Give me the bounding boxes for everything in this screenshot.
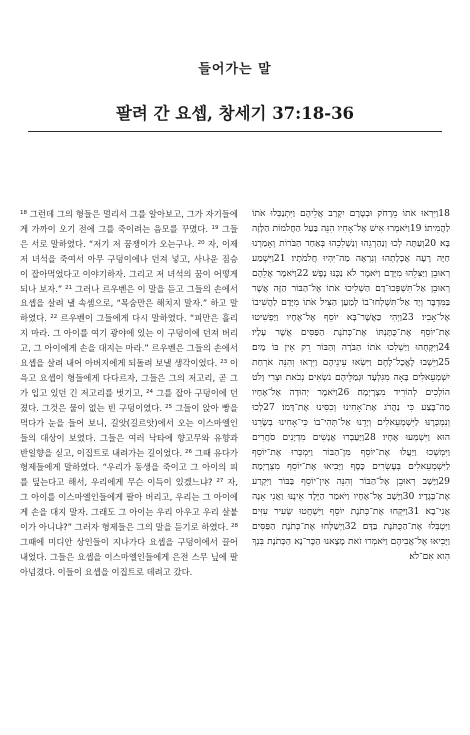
verse-number: 20 <box>424 237 437 249</box>
verse-text: וַיֹּאמֶר יְהוּדָה אֶל־אֶחָיו מַה־בֶּצַע כִּי נַהֲרֹג אֶת־אָחִינוּ וְכִסִּינוּ אֶת־דָּמוֹ׃ <box>252 386 450 413</box>
verse-text: 그를 잡아 구덩이에 던졌다. 그것은 물이 없는 빈 구덩이였다. <box>20 387 238 413</box>
verse-text: וַיִּקָּחֻהוּ וַיַּשְׁלִכוּ אֹתוֹ הַבֹּרָה וְהַבּוֹר רֵק אֵין בּוֹ מָיִם׃ <box>252 342 439 354</box>
verse-text: לְכוּ וְנִמְכְּרֶנּוּ לַיִּשְׁמְעֵאלִים וְיָדֵנוּ אַל־תְּהִי־בוֹ כִּי־אָחִינוּ בְשָׂרֵנוּ הוּא וַיִּשְׁמְעוּ אֶחָיו׃ <box>252 401 450 443</box>
verse-text: וַיִּרְאוּ אֹתוֹ מֵרָחֹק וּבְטֶרֶם יִקְרַב אֲלֵיהֶם וַיִּתְנַכְּלוּ אֹתוֹ לַהֲמִיתוֹ׃ <box>252 208 450 234</box>
verse-text: וַיַּעַבְרוּ אֲנָשִׁים מִדְיָנִים סֹחֲרִים וַיִּמְשְׁכוּ וַיַּעֲלוּ אֶת־יוֹסֵף מִן־הַבּוֹר וַיִּמְכְּרוּ אֶת־יוֹסֵף לַיִּשְׁמְעֵאלִים בְּעֶשְׂרִים כָּסֶף וַיָּבִיאוּ אֶת־יוֹסֵף מִצְרָיְמָה׃ <box>252 431 450 473</box>
verse-number: 19 <box>409 222 422 234</box>
verse-number: 24 <box>438 342 450 354</box>
korean-passage <box>20 207 238 580</box>
verse-text: וַיֹּאמֶר אֲלֵהֶם רְאוּבֵן אַל־תִּשְׁפְּכוּ־דָם הַשְׁלִיכוּ אֹתוֹ אֶל־הַבּוֹר הַזֶּה אֲשֶׁר בַּמִּדְבָּר וְיָד אַל־תִּשְׁלְחוּ־בוֹ לְמַעַן הַצִּיל אֹתוֹ מִיָּדָם לַהֲשִׁיבוֹ אֶל־אָבִיו׃ <box>252 267 450 324</box>
verse-text: 자, 이제 저 녀석을 죽여서 아무 구덩이에나 던져 넣고, 사나운 짐승이 잡아먹었다고 이야기하자. 그리고 저 녀석의 꿈이 어떻게 되나 보자.” <box>20 238 238 294</box>
verse-text: וַיֵּשְׁבוּ לֶאֱכָל־לֶחֶם וַיִּשְׂאוּ עֵינֵיהֶם וַיִּרְאוּ וְהִנֵּה אֹרְחַת יִשְׁמְעֵאלִים בָּאָה מִגִּלְעָד וּגְמַלֵּיהֶם נֹשְׂאִים נְכֹאת וּצְרִי וָלֹט הוֹלְכִים לְהוֹרִיד מִצְרָיְמָה׃ <box>252 357 451 398</box>
verse-number: 18 <box>20 210 27 216</box>
verse-number: 29 <box>438 476 450 488</box>
verse-text: וַיֹּאמְרוּ אִישׁ אֶל־אָחִיו הִנֵּה בַּעַל הַחֲלֹמוֹת הַלָּזֶה בָּא׃ <box>252 222 450 249</box>
chapter-title: 팔려 간 요셉, 창세기 37:18-36 <box>115 104 355 123</box>
verse-text: 그들은 서로 말하였다. “저기 저 꿈쟁이가 오는구나. <box>20 223 239 249</box>
verse-text: וַיְהִי כַּאֲשֶׁר־בָּא יוֹסֵף אֶל־אֶחָיו וַיַּפְשִׁיטוּ אֶת־יוֹסֵף אֶת־כֻּתָּנְתּוֹ אֶת־כְּתֹנֶת הַפַּסִּים אֲשֶׁר עָלָיו׃ <box>252 312 450 339</box>
hebrew-passage <box>252 207 450 565</box>
verse-number: 23 <box>402 312 414 324</box>
verse-number: 32 <box>344 521 357 533</box>
verse-number: 23 <box>220 359 228 366</box>
verse-number: 30 <box>402 491 415 503</box>
verse-text: וְעַתָּה לְכוּ וְנַהַרְגֵהוּ וְנַשְׁלִכֵהוּ בְּאַחַד הַבֹּרוֹת וְאָמַרְנוּ חַיָּה רָעָה אֲכָלָתְהוּ וְנִרְאֶה מַה־יִּהְיוּ חֲלֹמֹתָיו׃ <box>252 237 450 264</box>
verse-text: וַיְשַׁלְּחוּ אֶת־כְּתֹנֶת הַפַּסִּים וַיָּבִיאוּ אֶל־אֲבִיהֶם וַיֹּאמְרוּ זֹאת מָצָאנוּ הַכֶּר־נָא הַכְּתֹנֶת בִּנְךָ הִוא אִם־לֹא׃ <box>252 521 450 562</box>
verse-number: 28 <box>364 431 376 443</box>
verse-text: 그때에 미디안 상인들이 지나가다 요셉을 구덩이에서 끌어내었다. 그들은 요셉을 이스마엘인들에게 은전 스무 닢에 팔아넘겼다. 이들이 요셉을 이집트로 데려고 갔다. <box>20 536 238 577</box>
verse-text: 그런데 그의 형들은 멀리서 그를 알아보고, 그가 자기들에게 가까이 오기 전에 그를 죽이려는 음모를 꾸몄다. <box>20 209 238 234</box>
title-rule <box>28 131 442 132</box>
verse-number: 18 <box>438 208 450 219</box>
verse-text: וַיָּשָׁב רְאוּבֵן אֶל־הַבּוֹר וְהִנֵּה אֵין־יוֹסֵף בַּבּוֹר וַיִּקְרַע אֶת־בְּגָדָיו׃ <box>252 476 450 503</box>
verse-number: 20 <box>197 239 205 246</box>
section-label: 들어가는 말 <box>198 62 272 77</box>
verse-number: 22 <box>296 267 309 279</box>
verse-number: 26 <box>337 386 350 398</box>
verse-text: 그때 유다가 형제들에게 말하였다. “우리가 동생을 죽이고 그 아이의 피를 덮는다고 해서, 우리에게 무슨 이득이 있겠느냐? <box>20 447 239 488</box>
verse-number: 31 <box>407 506 420 518</box>
verse-number: 24 <box>146 388 154 395</box>
verse-text: וַיָּשָׁב אֶל־אֶחָיו וַיֹּאמַר הַיֶּלֶד אֵינֶנּוּ וַאֲנִי אָנָה אֲנִי־בָא׃ <box>252 491 450 518</box>
verse-number: 25 <box>165 403 173 410</box>
verse-number: 25 <box>438 357 450 369</box>
verse-text: 그러나 르우벤은 이 말을 듣고 그들의 손에서 요셉을 살려 낼 속셈으로, “목숨만은 해치지 말자.” 하고 말하였다. <box>20 283 239 324</box>
verse-number: 26 <box>184 448 192 455</box>
verse-text: וַיִּשְׁמַע רְאוּבֵן וַיַּצִּלֵהוּ מִיָּדָם וַיֹּאמֶר לֹא נַכֶּנּוּ נָפֶשׁ׃ <box>252 252 450 279</box>
verse-text: 르우벤이 그들에게 다시 말하였다. “피만은 흘리지 마라. 그 아이를 여기 광야에 있는 이 구덩이에 던져 버리고, 그 아이에게 손을 대지는 마라.” 르우벤은 그들의 손에서 요셉을 살려 내어 아버지에게 되돌려 보낼 생각이었다. <box>20 313 238 369</box>
verse-text: 자, 그 아이를 이스마엘인들에게 팔아 버리고, 우리는 그 아이에게 손을 대지 말자. 그래도 그 아이는 우리 아우고 우리 살붙이가 아니냐?” 그러자 형제들은 그의 말을 듣기로 하였다. <box>20 477 238 533</box>
verse-number: 27 <box>263 401 275 413</box>
verse-number: 28 <box>231 523 238 530</box>
verse-text: וַיִּקְחוּ אֶת־כְּתֹנֶת יוֹסֵף וַיִּשְׁחֲטוּ שְׂעִיר עִזִּים וַיִּטְבְּלוּ אֶת־הַכֻּתֹּנֶת בַּדָּם׃ <box>252 506 450 533</box>
verse-text: 이윽고 요셉이 형들에게 다다르자, 그들은 그의 저고리, 곧 그가 입고 있던 긴 저고리를 벗기고, <box>20 358 238 398</box>
verse-number: 21 <box>65 284 73 291</box>
verse-number: 22 <box>50 314 58 321</box>
verse-number: 21 <box>273 252 286 264</box>
verse-number: 27 <box>216 478 224 485</box>
verse-text: 그들이 앉아 빵을 먹다가 눈을 들어 보니, 길앗(길르앗)에서 오는 이스마엘인들의 대상이 보였다. 그들은 여러 낙타에 향고무와 유향과 반일향을 싣고, 이집트로 내려가는 길이었다. <box>20 402 238 458</box>
verse-number: 19 <box>211 224 219 231</box>
